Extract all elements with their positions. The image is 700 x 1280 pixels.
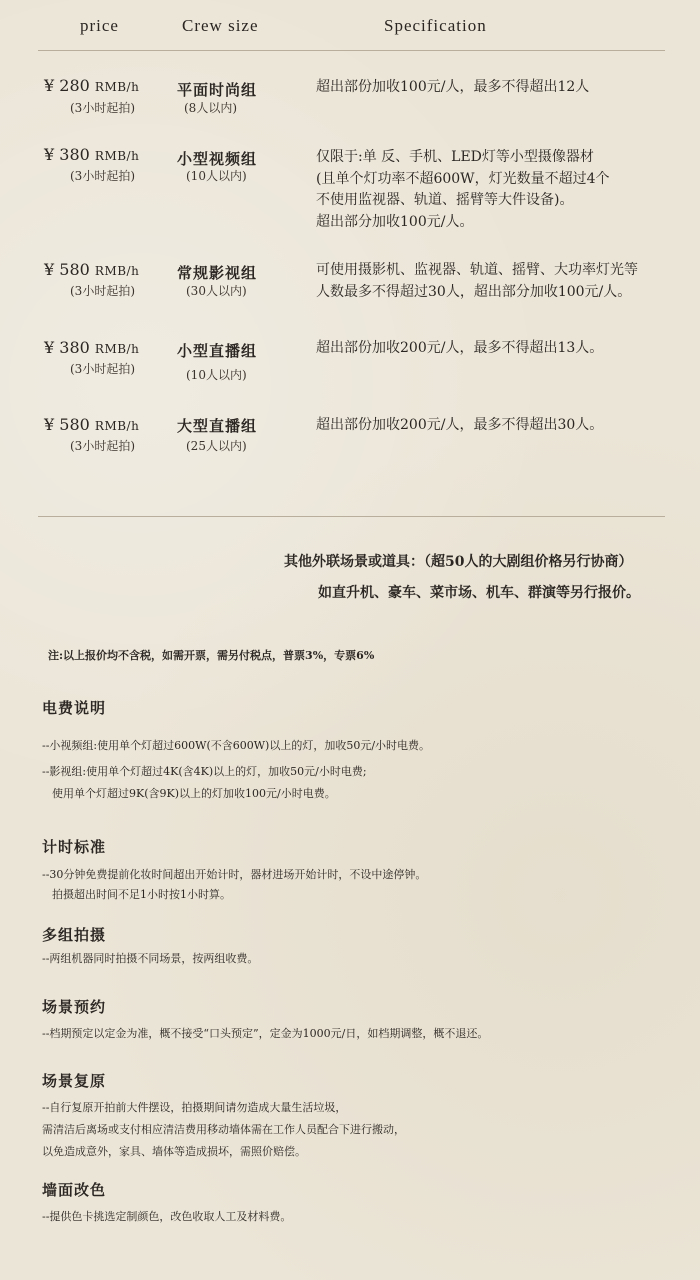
section-title-timing: 计时标准	[42, 838, 107, 856]
section-body-timing: --30分钟免费提前化妆时间超出开始计时，器材进场开始计时，不设中途停钟。 拍摄超出时间不足1小时按1小时算。	[42, 868, 427, 901]
spec-text: 可使用摄影机、监视器、轨道、摇臂、大功率灯光等 人数最多不得超过30人，超出部分加收100元/人。	[316, 262, 638, 300]
crew-name: 小型直播组	[177, 342, 258, 360]
extra-line-2: 如直升机、豪车、菜市场、机车、群演等另行报价。	[318, 585, 640, 601]
price-note: (3小时起拍)	[70, 169, 135, 183]
price-value: ¥ 380 RMB/h	[44, 338, 140, 357]
crew-note: (8人以内)	[184, 101, 237, 115]
section-body-multi-group: --两组机器同时拍摄不同场景，按两组收费。	[42, 952, 259, 965]
spec-text: 超出部份加收100元/人，最多不得超出12人	[316, 79, 590, 95]
crew-note: (30人以内)	[186, 284, 247, 298]
crew-note: (25人以内)	[186, 439, 247, 453]
crew-name: 常规影视组	[177, 264, 258, 282]
price-note: (3小时起拍)	[70, 101, 135, 115]
spec-text: 超出部份加收200元/人，最多不得超出13人。	[316, 340, 604, 356]
spec-text: 仅限于:单 反、手机、LED灯等小型摄像器材 (且单个灯功率不超600W，灯光数量不超过4个 不使用监视器、轨道、摇臂等大件设备)。 超出部分加收100元/人。	[316, 149, 610, 230]
price-note: (3小时起拍)	[70, 439, 135, 453]
section-divider	[38, 516, 665, 517]
crew-name: 大型直播组	[177, 417, 258, 435]
section-body-wall-color: --提供色卡挑选定制颜色，改色收取人工及材料费。	[42, 1210, 292, 1223]
section-body-booking: --档期预定以定金为准，概不接受“口头预定”，定金为1000元/日，如档期调整，概不退还。	[42, 1027, 489, 1040]
section-title-wall-color: 墙面改色	[42, 1181, 107, 1199]
crew-note: (10人以内)	[186, 368, 247, 382]
crew-name: 小型视频组	[177, 150, 258, 168]
section-title-electricity: 电费说明	[42, 699, 107, 717]
section-title-multi-group: 多组拍摄	[42, 926, 107, 944]
price-value: ¥ 380 RMB/h	[44, 145, 140, 164]
tax-note: 注:以上报价均不含税，如需开票，需另付税点，普票3%，专票6%	[48, 649, 375, 662]
header-divider	[38, 50, 665, 51]
header-price: price	[80, 16, 119, 35]
section-body-electricity: --小视频组:使用单个灯超过600W(不含600W)以上的灯，加收50元/小时电费。 --影视组:使用单个灯超过4K(含4K)以上的灯，加收50元/小时电费; 使用单个灯超过9K(含9K)以上的灯加收100元/小时电费。	[42, 739, 431, 800]
section-body-restoration: --自行复原开拍前大件摆设，拍摄期间请勿造成大量生活垃圾， 需清洁后离场或支付相应清洁费用移动墙体需在工作人员配合下进行搬动， 以免造成意外，家具、墙体等造成损坏，需照价赔偿。	[42, 1101, 405, 1158]
header-specification: Specification	[384, 16, 487, 35]
section-title-booking: 场景预约	[42, 998, 107, 1016]
crew-note: (10人以内)	[186, 169, 247, 183]
price-note: (3小时起拍)	[70, 362, 135, 376]
header-crew-size: Crew size	[182, 16, 259, 35]
price-note: (3小时起拍)	[70, 284, 135, 298]
price-value: ¥ 580 RMB/h	[44, 260, 140, 279]
spec-text: 超出部份加收200元/人，最多不得超出30人。	[316, 417, 604, 433]
section-title-restoration: 场景复原	[42, 1072, 107, 1090]
price-value: ¥ 280 RMB/h	[44, 76, 140, 95]
extra-line-1: 其他外联场景或道具：（超50人的大剧组价格另行协商）	[284, 554, 633, 570]
price-value: ¥ 580 RMB/h	[44, 415, 140, 434]
crew-name: 平面时尚组	[177, 81, 258, 99]
